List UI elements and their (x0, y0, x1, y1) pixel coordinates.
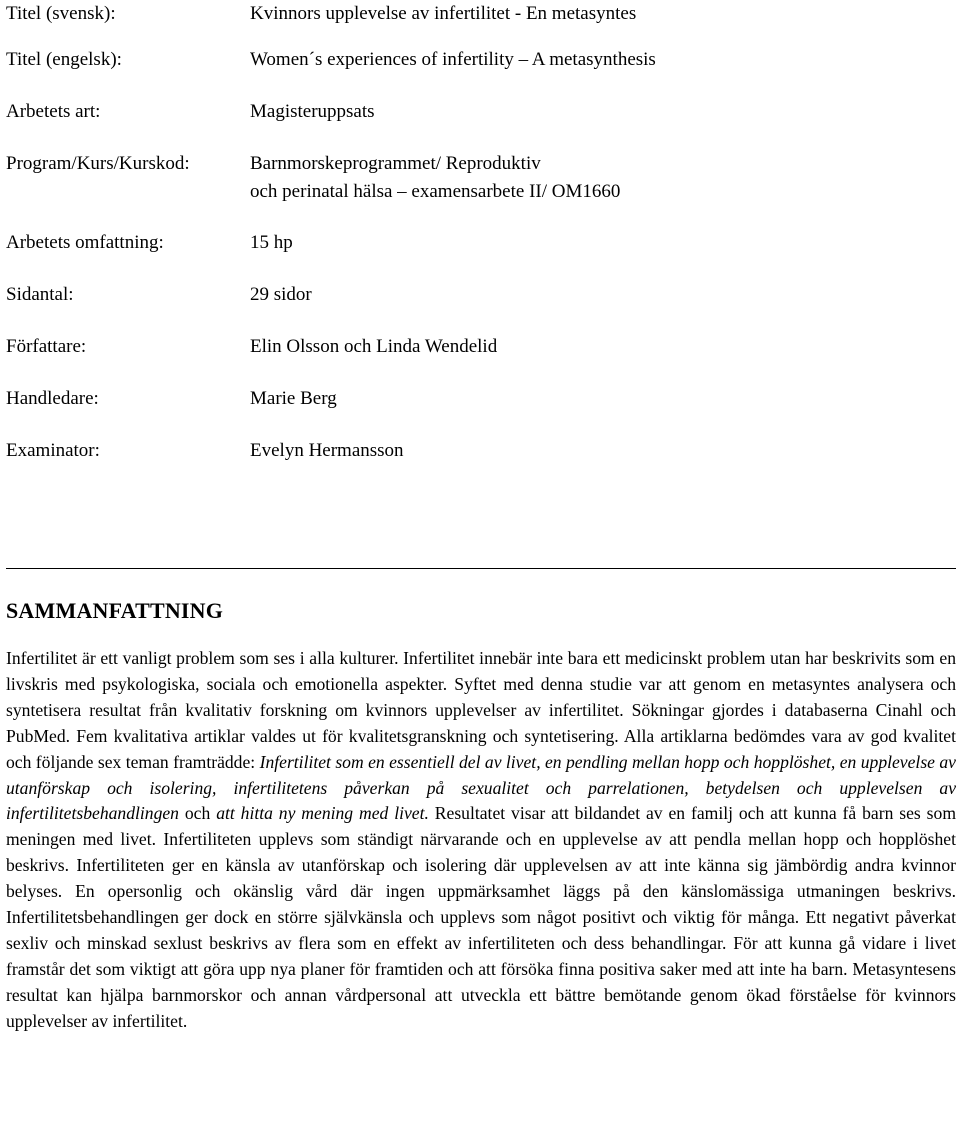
abstract-segment-italic: att hitta ny mening med livet. (216, 803, 429, 824)
metadata-label: Författare: (6, 336, 87, 357)
metadata-value (250, 437, 404, 465)
abstract-body (6, 646, 956, 1035)
metadata-label: Handledare: (6, 388, 99, 409)
metadata-label: Arbetets omfattning: (6, 232, 164, 253)
abstract-segment: och (178, 803, 217, 824)
abstract-segment: Infertilitet är ett vanligt problem som ses i alla kulturer. Infertilitet innebär inte bara ett medicinskt problem utan har beskrivits som en livskris med psykologiska, sociala och emotionella aspekter. Syftet med denna studie var att genom en metasyntes analysera och syntetisera resultat från kvalitativ forskning om kvinnors upplevelser av infertilitet. Sökningar gjordes i databaserna Cinahl och PubMed. Fem kvalitativa artiklar valdes ut för kvalitetsgranskning och syntetisering. Alla artiklarna bedömdes vara av god kvalitet och följande sex teman framträdde: (6, 648, 956, 772)
metadata-value (250, 46, 656, 74)
metadata-value-line: Marie Berg (250, 388, 337, 409)
abstract-segment-italic: Infertilitet som en essentiell del av livet, en pendling mellan hopp och hopplöshet, en upplevelse av utanförskap och isolering, infertilitetens påverkan på sexualitet och parrelationen, betydelsen och upplevelsen av infertilitetsbehandlingen (6, 751, 956, 824)
metadata-value-line: 15 hp (250, 232, 293, 253)
metadata-value-line: Kvinnors upplevelse av infertilitet - En metasyntes (250, 3, 637, 24)
metadata-label: Sidantal: (6, 284, 74, 305)
metadata-value-line: Barnmorskeprogrammet/ Reproduktiv (250, 153, 541, 174)
metadata-value-line: Evelyn Hermansson (250, 440, 404, 461)
metadata-value (250, 98, 375, 126)
metadata-value (250, 385, 337, 413)
metadata-value-line: 29 sidor (250, 284, 312, 305)
metadata-value (250, 150, 620, 206)
metadata-label: Titel (engelsk): (6, 49, 122, 70)
metadata-value-line: Magisteruppsats (250, 101, 375, 122)
metadata-label: Examinator: (6, 440, 100, 461)
metadata-value (250, 0, 636, 28)
metadata-value-line: och perinatal hälsa – examensarbete II/ OM1660 (250, 181, 621, 202)
abstract-heading: SAMMANFATTNING (6, 598, 224, 623)
metadata-value-line: Elin Olsson och Linda Wendelid (250, 336, 498, 357)
metadata-label: Arbetets art: (6, 101, 101, 122)
metadata-value (250, 281, 312, 309)
metadata-value-line: Women´s experiences of infertility – A metasynthesis (250, 49, 656, 70)
abstract-segment: Resultatet visar att bildandet av en familj och att kunna få barn ses som meningen med livet. Infertiliteten upplevs som ständigt närvarande och en upplevelse av att pendla mellan hopp och hopplöshet beskrivs. Infertiliteten ger en känsla av utanförskap och isolering där upplevelsen av att inte känna sig jämbördig andra kvinnor belyses. En opersonlig och okänslig vård där ingen uppmärksamhet läggs på den känslomässiga utmaningen beskrivs. Infertilitetsbehandlingen ger dock en större självkänsla och upplevs som något positivt och viktig för många. Ett negativt påverkat sexliv och minskad sexlust beskrivs av flera som en effekt av infertiliteten och dess behandlingar. För att kunna gå vidare i livet framstår det som viktigt att göra upp nya planer för framtiden och att försöka finna positiva saker med att inte ha barn. Metasyntesens resultat kan hjälpa barnmorskor och annan vårdpersonal att utveckla ett bättre bemötande genom ökad förståelse för kvinnors upplevelser av infertilitet. (6, 803, 957, 1031)
metadata-value (250, 333, 497, 361)
metadata-value (250, 229, 293, 257)
metadata-label: Titel (svensk): (6, 3, 116, 24)
metadata-label: Program/Kurs/Kurskod: (6, 153, 190, 174)
horizontal-divider (6, 568, 956, 569)
